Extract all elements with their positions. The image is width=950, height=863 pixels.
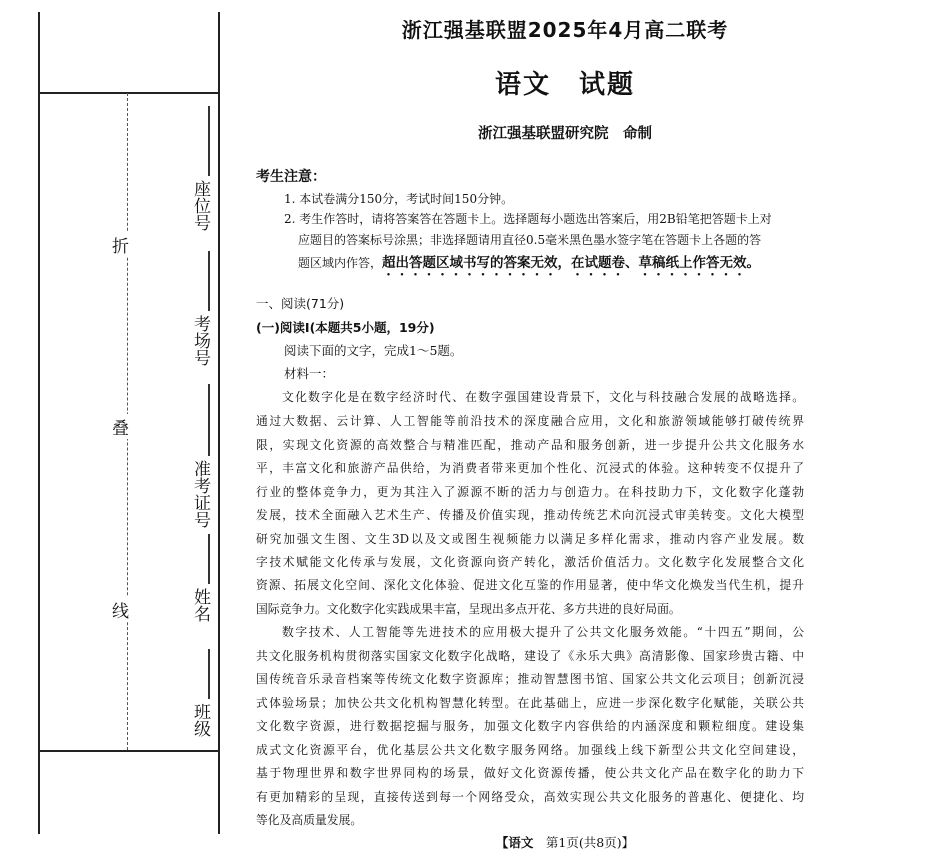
publisher: 浙江强基联盟研究院 命制 — [478, 126, 652, 142]
instruction: 阅读下面的文字，完成1～5题。 — [284, 343, 463, 358]
class-label: 班级 — [190, 703, 210, 737]
class-field[interactable] — [186, 645, 216, 750]
name-field[interactable] — [186, 530, 216, 640]
class-rule — [208, 649, 210, 699]
para2-line: 国传统音乐录音档案等传统文化数字资源库；推动智慧图书馆、国家公共文化云项目；创新沉浸 — [256, 672, 804, 686]
para1-line: 研究加强文生图、文生3D以及文或图生视频能力以满足多样化需求，推动内容产业发展。数 — [256, 532, 804, 546]
footer-page: 第1页(共8页)】 — [545, 835, 635, 850]
seat-number-field[interactable] — [186, 98, 216, 243]
para2-line: 共文化服务机构贯彻落实国家文化数字化战略，建设了《永乐大典》高清影像、国家珍贵古籍、中 — [256, 649, 804, 663]
name-rule — [208, 534, 210, 584]
notice-heading: 考生注意： — [256, 169, 326, 185]
material-label: 材料一： — [284, 366, 335, 381]
para2-line: 有更加精彩的呈现，直接传送到每一个网络受众，高效实现公共文化服务的普惠化、便捷化、均 — [256, 790, 804, 804]
exam-room-label: 考场号 — [190, 315, 210, 366]
exam-room-rule — [208, 251, 210, 311]
para1-line: 字技术赋能文化传承与发展，文化资源向资产转化，激活价值活力。文化数字化发展整合文化 — [256, 555, 804, 569]
para1-line: 限，实现文化资源的高效整合与精准匹配，推动产品和服务创新，进一步提升公共文化服务水 — [256, 438, 804, 452]
notice-item-2-line-3 — [298, 251, 760, 279]
admission-number-label: 准考证号 — [190, 460, 210, 528]
notice-item-2-line-3-text: 题区域内作答， — [298, 256, 383, 270]
admission-number-rule — [208, 384, 210, 456]
para1-line: 资源、拓展文化空间、深化文化体验、促进文化互鉴的作用显著，使中华文化焕发当代生机，提升 — [256, 578, 804, 592]
exam-room-field[interactable] — [186, 245, 216, 375]
fold-char-3: 线 — [112, 597, 129, 622]
fold-char-1: 折 — [112, 232, 129, 257]
part-heading: 一、阅读(71分) — [256, 296, 345, 311]
margin-outer-line — [38, 12, 40, 834]
subject-title: 语文 试题 — [494, 70, 635, 100]
seat-number-label: 座位号 — [190, 180, 210, 231]
para2-line: 文化数字资源，进行数据挖掘与服务，加强文化数字内容供给的内涵深度和颗粒细度。建设集 — [256, 719, 804, 733]
sub-section-text: (一)阅读Ⅰ(本题共5小题，19分) — [256, 320, 435, 335]
page-footer — [230, 833, 900, 851]
margin-bottom-rule — [38, 750, 219, 752]
name-label: 姓名 — [190, 588, 210, 622]
para2-line: 式体验场景；加快公共文化机构智慧化转型。在此基础上，应进一步深化数字化赋能，关联公共 — [256, 696, 804, 710]
notice-warning: 超出答题区域书写的答案无效，在试题卷、草稿纸上作答无效。 — [382, 255, 761, 271]
para1-line: 平，丰富文化和旅游产品供给，为消费者带来更加个性化、沉浸式的体验。这种转变不仅提升了 — [256, 461, 804, 475]
para1-line: 文化数字化是在数字经济时代、在数字强国建设背景下，文化与科技融合发展的战略选择。 — [282, 390, 804, 404]
para2-line: 数字技术、人工智能等先进技术的应用极大提升了公共文化服务效能。“十四五”期间，公 — [282, 625, 804, 639]
notice-item-2-line-1: 2. 考生作答时，请将答案答在答题卡上。选择题每小题选出答案后，用2B铅笔把答题卡上对 — [284, 212, 772, 226]
admission-number-field[interactable] — [186, 380, 216, 530]
notice-item-2-line-2: 应题目的答案标号涂黑；非选择题请用直径0.5毫米黑色墨水签字笔在答题卡上各题的答 — [298, 233, 762, 247]
para2-line: 基于物理世界和数字世界同构的场景，做好文化资源传播，使公共文化产品在数字化的助力下 — [256, 766, 804, 780]
sub-section-heading — [256, 318, 435, 336]
para1-line: 发展，技术全面融入艺术生产、传播及价值实现，推动传统艺术向沉浸式审美转变。文化大模型 — [256, 508, 804, 522]
seat-number-rule — [208, 106, 210, 176]
para2-line: 成式文化资源平台，优化基层公共文化数字服务网络。加强线上线下新型公共文化空间建设， — [256, 743, 804, 757]
para1-line: 通过大数据、云计算、人工智能等前沿技术的深度融合应用，文化和旅游领域能够打破传统界 — [256, 414, 804, 428]
notice-item-1: 1. 本试卷满分150分，考试时间150分钟。 — [284, 192, 514, 206]
para1-line: 行业的整体竞争力，更为其注入了源源不断的活力与创造力。在科技助力下，文化数字化蓬勃 — [256, 485, 804, 499]
exam-title: 浙江强基联盟2025年4月高二联考 — [401, 18, 729, 42]
margin-top-rule — [38, 92, 219, 94]
fold-char-2: 叠 — [112, 414, 129, 439]
margin-inner-line — [218, 12, 220, 834]
para2-line: 等化及高质量发展。 — [256, 813, 363, 827]
footer-subject: 【语文 — [495, 835, 534, 850]
para1-line: 国际竞争力。文化数字化实践成果丰富，呈现出多点开花、多方共进的良好局面。 — [256, 602, 681, 616]
